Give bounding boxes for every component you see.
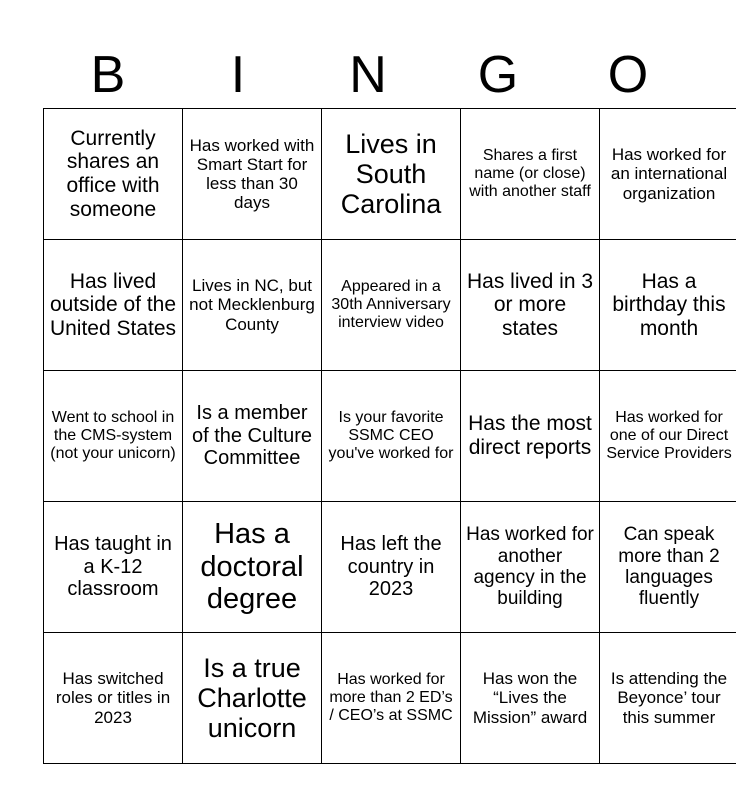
header-letter-i: I: [230, 46, 246, 104]
bingo-grid: [43, 108, 736, 764]
bingo-cell[interactable]: Has switched roles or titles in 2023: [44, 633, 183, 764]
bingo-cell[interactable]: Has won the “Lives the Mission” award: [461, 633, 600, 764]
grid-row: [44, 240, 736, 371]
bingo-cell[interactable]: Has worked for one of our Direct Service Providers: [600, 371, 736, 502]
header-letter-o: O: [607, 46, 649, 104]
grid-row: [44, 502, 736, 633]
bingo-cell[interactable]: Has worked for another agency in the building: [461, 502, 600, 633]
bingo-cell[interactable]: Went to school in the CMS-system (not your unicorn): [44, 371, 183, 502]
bingo-cell[interactable]: Lives in South Carolina: [322, 109, 461, 240]
bingo-cell[interactable]: Is a true Charlotte unicorn: [183, 633, 322, 764]
header-letter-b: B: [90, 46, 126, 104]
bingo-cell[interactable]: Currently shares an office with someone: [44, 109, 183, 240]
bingo-cell[interactable]: Has worked for an international organization: [600, 109, 736, 240]
grid-row: [44, 109, 736, 240]
header-letter-g: G: [477, 46, 519, 104]
bingo-cell[interactable]: Is your favorite SSMC CEO you've worked for: [322, 371, 461, 502]
bingo-cell[interactable]: Can speak more than 2 languages fluently: [600, 502, 736, 633]
header-letter-n: N: [349, 46, 387, 104]
bingo-header: [43, 42, 693, 108]
bingo-cell[interactable]: Appeared in a 30th Anniversary interview video: [322, 240, 461, 371]
bingo-cell[interactable]: Lives in NC, but not Mecklenburg County: [183, 240, 322, 371]
bingo-cell[interactable]: Is a member of the Culture Committee: [183, 371, 322, 502]
bingo-cell[interactable]: Has worked for more than 2 ED’s / CEO’s at SSMC: [322, 633, 461, 764]
bingo-cell[interactable]: Shares a first name (or close) with another staff: [461, 109, 600, 240]
bingo-cell[interactable]: Has worked with Smart Start for less than 30 days: [183, 109, 322, 240]
bingo-cell[interactable]: Has a birthday this month: [600, 240, 736, 371]
bingo-cell[interactable]: Has lived outside of the United States: [44, 240, 183, 371]
bingo-cell[interactable]: Has the most direct reports: [461, 371, 600, 502]
bingo-cell[interactable]: Is attending the Beyonce’ tour this summer: [600, 633, 736, 764]
grid-row: [44, 371, 736, 502]
bingo-cell[interactable]: Has lived in 3 or more states: [461, 240, 600, 371]
bingo-cell[interactable]: Has taught in a K-12 classroom: [44, 502, 183, 633]
grid-row: [44, 633, 736, 764]
bingo-cell[interactable]: Has left the country in 2023: [322, 502, 461, 633]
bingo-cell[interactable]: Has a doctoral degree: [183, 502, 322, 633]
